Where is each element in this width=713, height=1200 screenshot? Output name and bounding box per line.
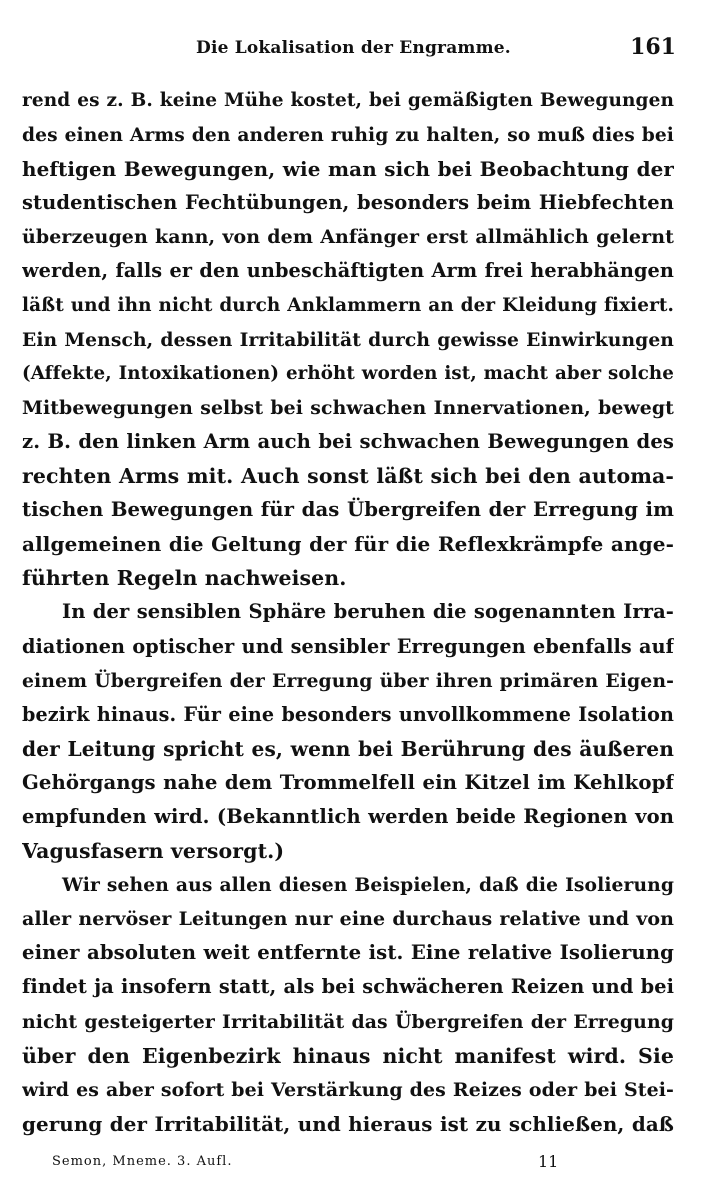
text-line: der Leitung spricht es, wenn bei Berührung des äußeren bbox=[22, 736, 674, 761]
text-line: Gehörgangs nahe dem Trommelfell ein Kitzel im Kehlkopf bbox=[22, 770, 674, 794]
text-line: wird es aber sofort bei Verstärkung des Reizes oder bei Stei- bbox=[22, 1078, 674, 1101]
signature-mark: Semon, Mneme. 3. Aufl. bbox=[52, 1154, 233, 1169]
text-line: rend es z. B. keine Mühe kostet, bei gemäßigten Bewegungen bbox=[22, 90, 674, 111]
text-line: führten Regeln nachweisen. bbox=[22, 566, 347, 591]
text-line: einem Übergreifen der Erregung über ihren primären Eigen- bbox=[22, 669, 674, 692]
text-line: Ein Mensch, dessen Irritabilität durch gewisse Einwirkungen bbox=[22, 328, 674, 351]
text-line: läßt und ihn nicht durch Anklammern an der Kleidung fixiert. bbox=[22, 294, 674, 316]
sheet-number: 11 bbox=[538, 1152, 559, 1171]
text-line: einer absoluten weit entfernte ist. Eine relative Isolierung bbox=[22, 941, 674, 965]
text-line: studentischen Fechtübungen, besonders beim Hiebfechten bbox=[22, 191, 674, 215]
text-line: Mitbewegungen selbst bei schwachen Innervationen, bewegt bbox=[22, 396, 674, 419]
text-line: tischen Bewegungen für das Übergreifen der Erregung im bbox=[22, 498, 674, 522]
text-line: (Affekte, Intoxikationen) erhöht worden ist, macht aber solche bbox=[22, 362, 674, 384]
text-line: allgemeinen die Geltung der für die Reflexkrämpfe ange- bbox=[22, 532, 674, 557]
text-line: rechten Arms mit. Auch sonst läßt sich bei den automa- bbox=[22, 464, 674, 489]
text-line: Vagusfasern versorgt.) bbox=[22, 839, 285, 864]
page-footer bbox=[52, 1154, 612, 1178]
text-line: aller nervöser Leitungen nur eine durchaus relative und von bbox=[22, 908, 674, 931]
text-line: überzeugen kann, von dem Anfänger erst allmählich gelernt bbox=[22, 226, 674, 249]
running-head bbox=[196, 34, 676, 64]
text-line: nicht gesteigerter Irritabilität das Übergreifen der Erregung bbox=[22, 1010, 674, 1033]
paragraph-start-line: In der sensiblen Sphäre beruhen die sogenannten Irra- bbox=[62, 600, 674, 624]
running-title: Die Lokalisation der Engramme. bbox=[196, 38, 511, 58]
text-line: z. B. den linken Arm auch bei schwachen Bewegungen des bbox=[22, 429, 674, 453]
text-line: werden, falls er den unbeschäftigten Arm frei herabhängen bbox=[22, 259, 674, 283]
text-line: über den Eigenbezirk hinaus nicht manifest wird. Sie bbox=[22, 1043, 674, 1068]
text-line: findet ja insofern statt, als bei schwächeren Reizen und bei bbox=[22, 975, 674, 999]
text-line: diationen optischer und sensibler Erregungen ebenfalls auf bbox=[22, 634, 674, 658]
text-line: bezirk hinaus. Für eine besonders unvollkommene Isolation bbox=[22, 702, 674, 726]
body-text bbox=[22, 84, 674, 1141]
text-line: gerung der Irritabilität, und hieraus ist zu schließen, daß bbox=[22, 1111, 674, 1136]
text-line: heftigen Bewegungen, wie man sich bei Beobachtung der bbox=[22, 157, 674, 182]
paragraph-start-line: Wir sehen aus allen diesen Beispielen, daß die Isolierung bbox=[62, 874, 674, 897]
text-line: des einen Arms den anderen ruhig zu halten, so muß dies bei bbox=[22, 124, 674, 147]
page-number: 161 bbox=[630, 34, 676, 60]
text-line: empfunden wird. (Bekanntlich werden beide Regionen von bbox=[22, 804, 674, 828]
